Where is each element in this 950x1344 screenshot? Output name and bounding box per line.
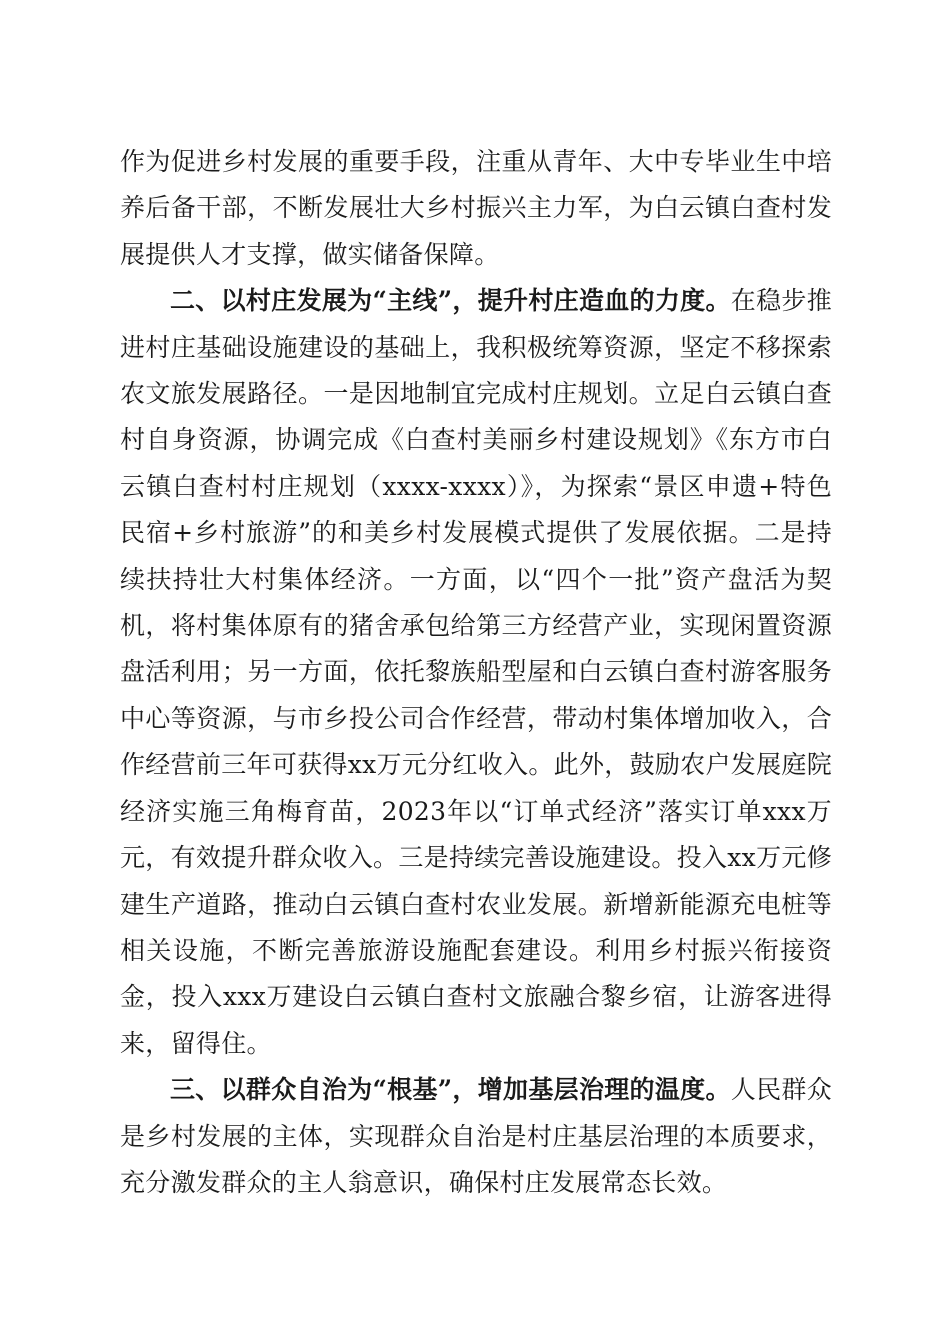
- document-body: [120, 139, 832, 1206]
- paragraph-village-development: [120, 278, 832, 1067]
- section-heading-mass-autonomy: 三、以群众自治为“根基”，增加基层治理的温度。: [170, 1075, 731, 1105]
- paragraph-text: 在稳步推进村庄基础设施建设的基础上，我积极统筹资源，坚定不移探索农文旅发展路径。一是因地制宜完成村庄规划。立足白云镇白查村自身资源，协调完成《白查村美丽乡村建设规划》《东方市白云镇白查村村庄规划（xxxx-xxxx）》，为探索“景区申遗+特色民宿+乡村旅游”的和美乡村发展模式提供了发展依据。二是持续扶持壮大村集体经济。一方面，以“四个一批”资产盘活为契机，将村集体原有的猪舍承包给第三方经营产业，实现闲置资源盘活利用；另一方面，依托黎族船型屋和白云镇白查村游客服务中心等资源，与市乡投公司合作经营，带动村集体增加收入，合作经营前三年可获得xx万元分红收入。此外，鼓励农户发展庭院经济实施三角梅育苗，2023年以“订单式经济”落实订单xxx万元，有效提升群众收入。三是持续完善设施建设。投入xx万元修建生产道路，推动白云镇白查村农业发展。新增新能源充电桩等相关设施，不断完善旅游设施配套建设。利用乡村振兴衔接资金，投入xxx万建设白云镇白查村文旅融合黎乡宿，让游客进得来，留得住。: [120, 286, 832, 1058]
- paragraph-mass-autonomy: [120, 1067, 832, 1206]
- section-heading-village-development: 二、以村庄发展为“主线”，提升村庄造血的力度。: [170, 286, 731, 316]
- paragraph-text: 作为促进乡村发展的重要手段，注重从青年、大中专毕业生中培养后备干部，不断发展壮大乡村振兴主力军，为白云镇白查村发展提供人才支撑，做实储备保障。: [120, 147, 832, 269]
- paragraph-text: 人民群众是乡村发展的主体，实现群众自治是村庄基层治理的本质要求，充分激发群众的主人翁意识，确保村庄发展常态长效。: [120, 1075, 832, 1197]
- paragraph-talent-reserve: [120, 139, 832, 278]
